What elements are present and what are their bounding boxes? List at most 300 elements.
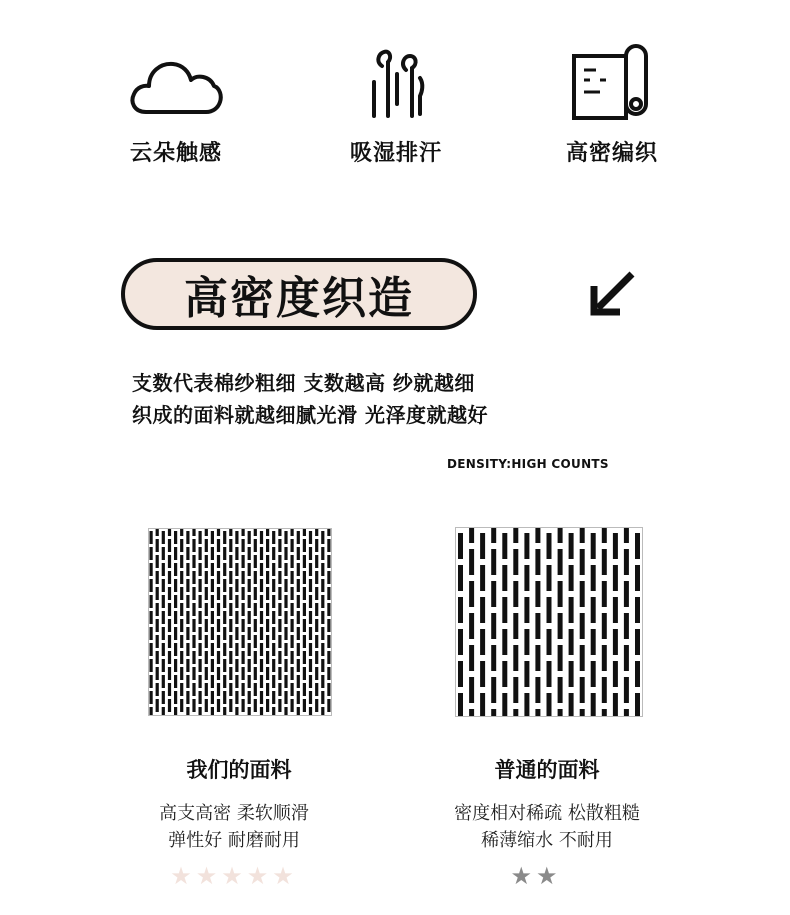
weave-thread: [327, 539, 330, 552]
weave-thread: [254, 651, 257, 664]
weave-thread: [315, 539, 318, 552]
weave-thread: [235, 547, 238, 560]
weave-thread: [217, 571, 220, 584]
weave-thread: [242, 528, 245, 536]
weave-thread: [205, 667, 208, 680]
weave-thread: [174, 595, 177, 608]
weave-thread: [569, 661, 574, 687]
weave-thread: [205, 635, 208, 648]
weave-thread: [272, 563, 275, 576]
moisture-wicking-icon: [366, 44, 428, 120]
weave-thread: [291, 667, 294, 680]
weave-thread: [205, 571, 208, 584]
weave-thread: [547, 533, 552, 559]
weave-thread: [624, 709, 629, 717]
weave-thread: [315, 587, 318, 600]
weave-thread: [211, 563, 214, 576]
weave-thread: [150, 707, 153, 716]
weave-thread: [558, 709, 563, 717]
weave-thread: [272, 707, 275, 716]
weave-thread: [458, 533, 463, 559]
weave-thread: [260, 579, 263, 592]
weave-thread: [297, 595, 300, 608]
weave-thread: [266, 587, 269, 600]
weave-thread: [321, 707, 324, 716]
weave-thread: [180, 667, 183, 680]
weave-thread: [156, 528, 159, 536]
weave-thread: [558, 645, 563, 671]
weave-thread: [291, 539, 294, 552]
weave-thread: [162, 531, 165, 544]
common-fabric-line-2: 稀薄缩水 不耐用: [481, 830, 613, 851]
weave-thread: [266, 683, 269, 696]
weave-thread: [180, 651, 183, 664]
weave-thread: [297, 643, 300, 656]
weave-thread: [248, 643, 251, 656]
weave-thread: [591, 565, 596, 591]
weave-thread: [278, 667, 281, 680]
weave-thread: [223, 707, 226, 716]
weave-thread: [211, 707, 214, 716]
weave-thread: [558, 613, 563, 639]
weave-thread: [186, 579, 189, 592]
weave-thread: [309, 659, 312, 672]
weave-thread: [162, 643, 165, 656]
weave-thread: [186, 547, 189, 560]
weave-thread: [192, 603, 195, 616]
weave-thread: [242, 587, 245, 600]
weave-thread: [327, 587, 330, 600]
weave-thread: [558, 581, 563, 607]
weave-thread: [278, 619, 281, 632]
weave-thread: [309, 627, 312, 640]
weave-thread: [150, 547, 153, 560]
weave-thread: [174, 531, 177, 544]
weave-thread: [502, 597, 507, 623]
weave-thread: [248, 611, 251, 624]
weave-thread: [309, 707, 312, 716]
common-fabric-line-1: 密度相对稀疏 松散粗糙: [454, 803, 640, 824]
weave-thread: [156, 571, 159, 584]
weave-thread: [297, 675, 300, 688]
weave-thread: [309, 531, 312, 544]
weave-thread: [180, 635, 183, 648]
weave-thread: [168, 528, 171, 536]
weave-thread: [491, 581, 496, 607]
weave-thread: [613, 565, 618, 591]
weave-thread: [156, 651, 159, 664]
weave-thread: [266, 651, 269, 664]
weave-thread: [199, 691, 202, 704]
weave-thread: [150, 563, 153, 576]
weave-thread: [254, 619, 257, 632]
weave-thread: [278, 571, 281, 584]
weave-thread: [217, 651, 220, 664]
weave-thread: [309, 611, 312, 624]
weave-thread: [469, 613, 474, 639]
weave-thread: [168, 587, 171, 600]
weave-thread: [591, 629, 596, 655]
weave-thread: [168, 619, 171, 632]
cloud-icon: [128, 50, 224, 116]
weave-thread: [297, 547, 300, 560]
weave-thread: [303, 539, 306, 552]
weave-thread: [174, 675, 177, 688]
weave-thread: [192, 667, 195, 680]
weave-thread: [223, 675, 226, 688]
weave-thread: [513, 645, 518, 671]
weave-thread: [315, 571, 318, 584]
weave-thread: [321, 627, 324, 640]
weave-thread: [162, 595, 165, 608]
weave-thread: [260, 627, 263, 640]
weave-thread: [635, 629, 640, 655]
weave-thread: [248, 579, 251, 592]
weave-thread: [309, 595, 312, 608]
weave-thread: [284, 531, 287, 544]
weave-thread: [535, 581, 540, 607]
weave-thread: [491, 677, 496, 703]
weave-thread: [242, 571, 245, 584]
weave-thread: [524, 597, 529, 623]
our-fabric-line-1: 高支高密 柔软顺滑: [159, 803, 309, 824]
weave-thread: [174, 579, 177, 592]
weave-thread: [192, 619, 195, 632]
weave-thread: [491, 549, 496, 575]
weave-thread: [291, 699, 294, 712]
weave-thread: [535, 645, 540, 671]
weave-thread: [635, 661, 640, 687]
weave-thread: [186, 627, 189, 640]
weave-thread: [602, 645, 607, 671]
weave-thread: [248, 595, 251, 608]
weave-thread: [211, 691, 214, 704]
weave-thread: [156, 683, 159, 696]
weave-thread: [266, 619, 269, 632]
weave-thread: [491, 613, 496, 639]
weave-thread: [278, 555, 281, 568]
weave-thread: [156, 603, 159, 616]
common-fabric-title: 普通的面料: [494, 758, 600, 782]
weave-thread: [260, 659, 263, 672]
weave-thread: [211, 579, 214, 592]
weave-thread: [205, 555, 208, 568]
weave-thread: [513, 527, 518, 543]
our-fabric-rating: [159, 862, 309, 890]
weave-thread: [524, 661, 529, 687]
weave-thread: [192, 635, 195, 648]
weave-thread: [297, 531, 300, 544]
weave-thread: [211, 611, 214, 624]
star-icon: ★: [221, 862, 247, 890]
weave-thread: [303, 683, 306, 696]
weave-thread: [192, 651, 195, 664]
weave-thread: [192, 571, 195, 584]
weave-thread: [260, 595, 263, 608]
weave-thread: [235, 675, 238, 688]
weave-thread: [535, 527, 540, 543]
weave-thread: [254, 699, 257, 712]
weave-thread: [266, 699, 269, 712]
weave-thread: [513, 581, 518, 607]
weave-thread: [635, 597, 640, 623]
weave-thread: [192, 587, 195, 600]
weave-thread: [254, 528, 257, 536]
weave-thread: [558, 549, 563, 575]
weave-thread: [223, 579, 226, 592]
weave-thread: [242, 667, 245, 680]
weave-thread: [624, 527, 629, 543]
star-icon: ★: [246, 862, 273, 890]
weave-thread: [480, 565, 485, 591]
weave-thread: [303, 587, 306, 600]
weave-thread: [192, 699, 195, 712]
weave-thread: [458, 565, 463, 591]
weave-thread: [303, 555, 306, 568]
weave-thread: [284, 579, 287, 592]
weave-thread: [248, 691, 251, 704]
weave-thread: [284, 627, 287, 640]
weave-thread: [192, 683, 195, 696]
weave-thread: [223, 595, 226, 608]
weave-thread: [458, 629, 463, 655]
weave-thread: [235, 579, 238, 592]
weave-thread: [168, 555, 171, 568]
weave-thread: [297, 691, 300, 704]
weave-thread: [186, 611, 189, 624]
weave-thread: [260, 531, 263, 544]
weave-thread: [174, 643, 177, 656]
weave-thread: [524, 533, 529, 559]
weave-thread: [624, 549, 629, 575]
weave-thread: [156, 555, 159, 568]
weave-thread: [235, 595, 238, 608]
weave-thread: [547, 565, 552, 591]
weave-thread: [535, 709, 540, 717]
weave-thread: [635, 533, 640, 559]
weave-thread: [254, 635, 257, 648]
weave-thread: [162, 627, 165, 640]
weave-thread: [211, 675, 214, 688]
weave-thread: [591, 597, 596, 623]
weave-thread: [284, 675, 287, 688]
description-line-1: 支数代表棉纱粗细 支数越高 纱就越细: [132, 371, 475, 395]
weave-thread: [327, 571, 330, 584]
weave-thread: [180, 619, 183, 632]
weave-thread: [168, 603, 171, 616]
weave-thread: [315, 528, 318, 536]
weave-thread: [321, 547, 324, 560]
weave-thread: [315, 651, 318, 664]
weave-thread: [480, 661, 485, 687]
weave-thread: [192, 555, 195, 568]
weave-thread: [162, 675, 165, 688]
weave-thread: [205, 699, 208, 712]
weave-thread: [248, 627, 251, 640]
weave-thread: [186, 563, 189, 576]
weave-thread: [547, 597, 552, 623]
weave-thread: [174, 627, 177, 640]
weave-thread: [199, 563, 202, 576]
weave-thread: [624, 677, 629, 703]
weave-thread: [303, 699, 306, 712]
weave-thread: [569, 629, 574, 655]
weave-thread: [291, 587, 294, 600]
weave-thread: [174, 563, 177, 576]
weave-thread: [309, 547, 312, 560]
weave-thread: [315, 619, 318, 632]
weave-thread: [284, 691, 287, 704]
weave-thread: [297, 659, 300, 672]
weave-thread: [217, 539, 220, 552]
weave-thread: [217, 699, 220, 712]
weave-thread: [199, 579, 202, 592]
weave-thread: [321, 611, 324, 624]
weave-thread: [162, 707, 165, 716]
weave-thread: [229, 571, 232, 584]
weave-thread: [272, 611, 275, 624]
weave-thread: [291, 651, 294, 664]
weave-thread: [162, 691, 165, 704]
section-title: 高密度织造: [184, 273, 414, 324]
weave-thread: [580, 581, 585, 607]
weave-thread: [186, 691, 189, 704]
weave-thread: [284, 611, 287, 624]
weave-thread: [284, 707, 287, 716]
weave-thread: [266, 528, 269, 536]
weave-thread: [180, 571, 183, 584]
weave-thread: [162, 579, 165, 592]
star-icon: ★: [170, 862, 196, 890]
weave-thread: [156, 699, 159, 712]
weave-thread: [491, 709, 496, 717]
weave-thread: [199, 595, 202, 608]
weave-thread: [284, 659, 287, 672]
weave-thread: [327, 528, 330, 536]
weave-thread: [205, 587, 208, 600]
weave-thread: [303, 667, 306, 680]
weave-thread: [278, 603, 281, 616]
weave-thread: [260, 691, 263, 704]
weave-thread: [303, 635, 306, 648]
section-title-pill: [121, 258, 477, 330]
weave-thread: [223, 659, 226, 672]
fabric-roll-icon: [570, 42, 652, 122]
weave-thread: [327, 667, 330, 680]
weave-thread: [223, 611, 226, 624]
weave-thread: [502, 629, 507, 655]
weave-thread: [278, 528, 281, 536]
weave-thread: [602, 709, 607, 717]
weave-thread: [229, 603, 232, 616]
weave-thread: [180, 587, 183, 600]
weave-thread: [248, 659, 251, 672]
weave-thread: [524, 565, 529, 591]
weave-thread: [162, 659, 165, 672]
weave-thread: [469, 549, 474, 575]
weave-thread: [150, 691, 153, 704]
weave-thread: [591, 661, 596, 687]
weave-thread: [174, 611, 177, 624]
weave-thread: [186, 643, 189, 656]
weave-thread: [309, 579, 312, 592]
weave-thread: [297, 707, 300, 716]
weave-thread: [180, 539, 183, 552]
weave-thread: [242, 699, 245, 712]
weave-thread: [168, 667, 171, 680]
weave-thread: [315, 603, 318, 616]
weave-thread: [321, 563, 324, 576]
weave-thread: [235, 691, 238, 704]
weave-thread: [291, 571, 294, 584]
weave-thread: [272, 547, 275, 560]
weave-thread: [223, 627, 226, 640]
weave-thread: [266, 555, 269, 568]
weave-thread: [266, 539, 269, 552]
weave-thread: [278, 539, 281, 552]
weave-thread: [229, 539, 232, 552]
weave-thread: [480, 693, 485, 717]
weave-thread: [229, 699, 232, 712]
weave-thread: [303, 619, 306, 632]
weave-thread: [309, 563, 312, 576]
weave-thread: [491, 645, 496, 671]
weave-thread: [291, 635, 294, 648]
weave-thread: [303, 571, 306, 584]
weave-thread: [327, 603, 330, 616]
weave-thread: [235, 627, 238, 640]
weave-thread: [303, 603, 306, 616]
weave-thread: [199, 547, 202, 560]
weave-thread: [480, 597, 485, 623]
description-line-2: 织成的面料就越细腻光滑 光泽度就越好: [132, 403, 488, 427]
weave-thread: [242, 683, 245, 696]
weave-thread: [217, 603, 220, 616]
weave-thread: [254, 603, 257, 616]
weave-thread: [217, 667, 220, 680]
weave-thread: [321, 659, 324, 672]
weave-thread: [580, 527, 585, 543]
weave-thread: [291, 555, 294, 568]
weave-thread: [327, 635, 330, 648]
weave-thread: [248, 547, 251, 560]
weave-thread: [602, 581, 607, 607]
weave-thread: [602, 527, 607, 543]
feature-label-moisture: 吸湿排汗: [349, 141, 442, 166]
weave-thread: [162, 563, 165, 576]
weave-thread: [613, 693, 618, 717]
weave-thread: [327, 619, 330, 632]
weave-thread: [513, 677, 518, 703]
weave-thread: [229, 555, 232, 568]
weave-thread: [168, 539, 171, 552]
weave-thread: [205, 651, 208, 664]
weave-thread: [260, 611, 263, 624]
weave-thread: [591, 533, 596, 559]
weave-thread: [223, 691, 226, 704]
weave-thread: [315, 683, 318, 696]
weave-thread: [150, 627, 153, 640]
weave-thread: [235, 643, 238, 656]
weave-thread: [186, 659, 189, 672]
weave-thread: [205, 619, 208, 632]
weave-thread: [272, 659, 275, 672]
weave-thread: [524, 693, 529, 717]
weave-thread: [205, 539, 208, 552]
weave-thread: [168, 635, 171, 648]
weave-thread: [284, 643, 287, 656]
weave-thread: [272, 627, 275, 640]
